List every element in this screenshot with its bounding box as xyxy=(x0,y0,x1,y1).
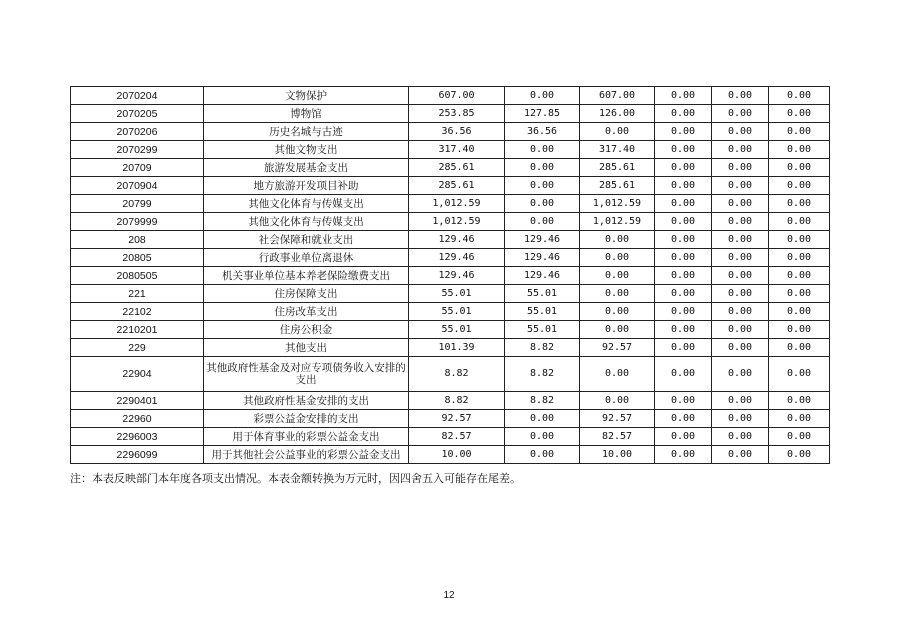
col4-cell: 0.00 xyxy=(655,195,712,213)
col5-cell: 0.00 xyxy=(712,303,769,321)
col5-cell: 0.00 xyxy=(712,249,769,267)
code-cell: 22904 xyxy=(71,357,204,392)
col6-cell: 0.00 xyxy=(769,410,830,428)
expense-table xyxy=(70,86,830,464)
col5-cell: 0.00 xyxy=(712,285,769,303)
col6-cell: 0.00 xyxy=(769,249,830,267)
total-cell: 285.61 xyxy=(409,159,505,177)
basic-cell: 0.00 xyxy=(505,87,580,105)
basic-cell: 129.46 xyxy=(505,231,580,249)
col4-cell: 0.00 xyxy=(655,428,712,446)
basic-cell: 0.00 xyxy=(505,410,580,428)
basic-cell: 0.00 xyxy=(505,213,580,231)
project-cell: 0.00 xyxy=(580,303,655,321)
col4-cell: 0.00 xyxy=(655,87,712,105)
page-number: 12 xyxy=(443,590,455,601)
col4-cell: 0.00 xyxy=(655,285,712,303)
table-row xyxy=(71,285,830,303)
project-cell: 0.00 xyxy=(580,267,655,285)
project-cell: 317.40 xyxy=(580,141,655,159)
code-cell: 229 xyxy=(71,339,204,357)
name-cell: 地方旅游开发项目补助 xyxy=(204,177,409,195)
code-cell: 2290401 xyxy=(71,392,204,410)
code-cell: 2296099 xyxy=(71,446,204,464)
total-cell: 129.46 xyxy=(409,249,505,267)
col4-cell: 0.00 xyxy=(655,357,712,392)
project-cell: 285.61 xyxy=(580,177,655,195)
col4-cell: 0.00 xyxy=(655,177,712,195)
basic-cell: 36.56 xyxy=(505,123,580,141)
code-cell: 208 xyxy=(71,231,204,249)
project-cell: 0.00 xyxy=(580,249,655,267)
total-cell: 36.56 xyxy=(409,123,505,141)
name-cell: 住房保障支出 xyxy=(204,285,409,303)
name-cell: 旅游发展基金支出 xyxy=(204,159,409,177)
name-cell: 其他支出 xyxy=(204,339,409,357)
col5-cell: 0.00 xyxy=(712,231,769,249)
project-cell: 0.00 xyxy=(580,285,655,303)
table-row xyxy=(71,123,830,141)
basic-cell: 0.00 xyxy=(505,446,580,464)
code-cell: 2079999 xyxy=(71,213,204,231)
total-cell: 129.46 xyxy=(409,231,505,249)
code-cell: 22960 xyxy=(71,410,204,428)
project-cell: 82.57 xyxy=(580,428,655,446)
name-cell: 其他政府性基金及对应专项债务收入安排的支出 xyxy=(204,357,409,392)
table-row xyxy=(71,410,830,428)
table-row xyxy=(71,357,830,392)
project-cell: 0.00 xyxy=(580,123,655,141)
name-cell: 用于体育事业的彩票公益金支出 xyxy=(204,428,409,446)
name-cell: 文物保护 xyxy=(204,87,409,105)
col5-cell: 0.00 xyxy=(712,123,769,141)
name-cell: 其他政府性基金安排的支出 xyxy=(204,392,409,410)
table-row xyxy=(71,141,830,159)
code-cell: 2070904 xyxy=(71,177,204,195)
col6-cell: 0.00 xyxy=(769,141,830,159)
col4-cell: 0.00 xyxy=(655,141,712,159)
table-row xyxy=(71,339,830,357)
col4-cell: 0.00 xyxy=(655,231,712,249)
table-row xyxy=(71,267,830,285)
name-cell: 其他文化体育与传媒支出 xyxy=(204,195,409,213)
total-cell: 10.00 xyxy=(409,446,505,464)
col4-cell: 0.00 xyxy=(655,249,712,267)
name-cell: 社会保障和就业支出 xyxy=(204,231,409,249)
basic-cell: 0.00 xyxy=(505,177,580,195)
col6-cell: 0.00 xyxy=(769,105,830,123)
name-cell: 历史名城与古迹 xyxy=(204,123,409,141)
basic-cell: 8.82 xyxy=(505,339,580,357)
name-cell: 住房公积金 xyxy=(204,321,409,339)
project-cell: 92.57 xyxy=(580,410,655,428)
project-cell: 10.00 xyxy=(580,446,655,464)
project-cell: 607.00 xyxy=(580,87,655,105)
project-cell: 1,012.59 xyxy=(580,195,655,213)
col5-cell: 0.00 xyxy=(712,177,769,195)
col6-cell: 0.00 xyxy=(769,177,830,195)
table-row xyxy=(71,303,830,321)
name-cell: 用于其他社会公益事业的彩票公益金支出 xyxy=(204,446,409,464)
col6-cell: 0.00 xyxy=(769,285,830,303)
project-cell: 285.61 xyxy=(580,159,655,177)
name-cell: 博物馆 xyxy=(204,105,409,123)
code-cell: 221 xyxy=(71,285,204,303)
name-cell: 机关事业单位基本养老保险缴费支出 xyxy=(204,267,409,285)
total-cell: 55.01 xyxy=(409,303,505,321)
code-cell: 2080505 xyxy=(71,267,204,285)
col4-cell: 0.00 xyxy=(655,159,712,177)
code-cell: 20799 xyxy=(71,195,204,213)
basic-cell: 129.46 xyxy=(505,267,580,285)
col6-cell: 0.00 xyxy=(769,213,830,231)
col6-cell: 0.00 xyxy=(769,339,830,357)
basic-cell: 55.01 xyxy=(505,285,580,303)
basic-cell: 55.01 xyxy=(505,321,580,339)
table-body xyxy=(71,87,830,464)
total-cell: 1,012.59 xyxy=(409,195,505,213)
table-row xyxy=(71,213,830,231)
col5-cell: 0.00 xyxy=(712,392,769,410)
col6-cell: 0.00 xyxy=(769,195,830,213)
col5-cell: 0.00 xyxy=(712,141,769,159)
basic-cell: 129.46 xyxy=(505,249,580,267)
col4-cell: 0.00 xyxy=(655,213,712,231)
total-cell: 8.82 xyxy=(409,357,505,392)
name-cell: 其他文化体育与传媒支出 xyxy=(204,213,409,231)
col5-cell: 0.00 xyxy=(712,428,769,446)
project-cell: 1,012.59 xyxy=(580,213,655,231)
code-cell: 20805 xyxy=(71,249,204,267)
code-cell: 2210201 xyxy=(71,321,204,339)
basic-cell: 0.00 xyxy=(505,428,580,446)
project-cell: 92.57 xyxy=(580,339,655,357)
table-row xyxy=(71,159,830,177)
col5-cell: 0.00 xyxy=(712,339,769,357)
code-cell: 2070206 xyxy=(71,123,204,141)
name-cell: 行政事业单位离退休 xyxy=(204,249,409,267)
total-cell: 8.82 xyxy=(409,392,505,410)
table-row xyxy=(71,177,830,195)
col4-cell: 0.00 xyxy=(655,339,712,357)
col6-cell: 0.00 xyxy=(769,303,830,321)
code-cell: 20709 xyxy=(71,159,204,177)
col6-cell: 0.00 xyxy=(769,123,830,141)
basic-cell: 0.00 xyxy=(505,141,580,159)
code-cell: 2296003 xyxy=(71,428,204,446)
col6-cell: 0.00 xyxy=(769,159,830,177)
col5-cell: 0.00 xyxy=(712,159,769,177)
table-row xyxy=(71,392,830,410)
col6-cell: 0.00 xyxy=(769,87,830,105)
col6-cell: 0.00 xyxy=(769,428,830,446)
col4-cell: 0.00 xyxy=(655,446,712,464)
total-cell: 129.46 xyxy=(409,267,505,285)
total-cell: 317.40 xyxy=(409,141,505,159)
table-row xyxy=(71,249,830,267)
total-cell: 82.57 xyxy=(409,428,505,446)
project-cell: 0.00 xyxy=(580,321,655,339)
table-row xyxy=(71,87,830,105)
code-cell: 22102 xyxy=(71,303,204,321)
basic-cell: 8.82 xyxy=(505,392,580,410)
table-row xyxy=(71,195,830,213)
basic-cell: 127.85 xyxy=(505,105,580,123)
total-cell: 55.01 xyxy=(409,321,505,339)
project-cell: 0.00 xyxy=(580,392,655,410)
basic-cell: 55.01 xyxy=(505,303,580,321)
code-cell: 2070299 xyxy=(71,141,204,159)
total-cell: 92.57 xyxy=(409,410,505,428)
table-note: 注：本表反映部门本年度各项支出情况。本表金额转换为万元时，因四舍五入可能存在尾差。 xyxy=(70,472,521,485)
col5-cell: 0.00 xyxy=(712,321,769,339)
table-row xyxy=(71,428,830,446)
col5-cell: 0.00 xyxy=(712,267,769,285)
col6-cell: 0.00 xyxy=(769,357,830,392)
col5-cell: 0.00 xyxy=(712,195,769,213)
col4-cell: 0.00 xyxy=(655,123,712,141)
table-row xyxy=(71,321,830,339)
project-cell: 126.00 xyxy=(580,105,655,123)
col4-cell: 0.00 xyxy=(655,267,712,285)
col6-cell: 0.00 xyxy=(769,446,830,464)
col5-cell: 0.00 xyxy=(712,213,769,231)
name-cell: 彩票公益金安排的支出 xyxy=(204,410,409,428)
total-cell: 285.61 xyxy=(409,177,505,195)
project-cell: 0.00 xyxy=(580,357,655,392)
total-cell: 55.01 xyxy=(409,285,505,303)
total-cell: 253.85 xyxy=(409,105,505,123)
col4-cell: 0.00 xyxy=(655,321,712,339)
name-cell: 住房改革支出 xyxy=(204,303,409,321)
table-row xyxy=(71,231,830,249)
col5-cell: 0.00 xyxy=(712,446,769,464)
name-cell: 其他文物支出 xyxy=(204,141,409,159)
col6-cell: 0.00 xyxy=(769,267,830,285)
total-cell: 101.39 xyxy=(409,339,505,357)
col5-cell: 0.00 xyxy=(712,87,769,105)
col6-cell: 0.00 xyxy=(769,392,830,410)
col5-cell: 0.00 xyxy=(712,410,769,428)
col4-cell: 0.00 xyxy=(655,105,712,123)
code-cell: 2070204 xyxy=(71,87,204,105)
col4-cell: 0.00 xyxy=(655,410,712,428)
col4-cell: 0.00 xyxy=(655,392,712,410)
project-cell: 0.00 xyxy=(580,231,655,249)
basic-cell: 0.00 xyxy=(505,159,580,177)
table-row xyxy=(71,105,830,123)
table-row xyxy=(71,446,830,464)
col6-cell: 0.00 xyxy=(769,321,830,339)
col5-cell: 0.00 xyxy=(712,105,769,123)
total-cell: 607.00 xyxy=(409,87,505,105)
col4-cell: 0.00 xyxy=(655,303,712,321)
code-cell: 2070205 xyxy=(71,105,204,123)
basic-cell: 8.82 xyxy=(505,357,580,392)
col5-cell: 0.00 xyxy=(712,357,769,392)
basic-cell: 0.00 xyxy=(505,195,580,213)
total-cell: 1,012.59 xyxy=(409,213,505,231)
col6-cell: 0.00 xyxy=(769,231,830,249)
